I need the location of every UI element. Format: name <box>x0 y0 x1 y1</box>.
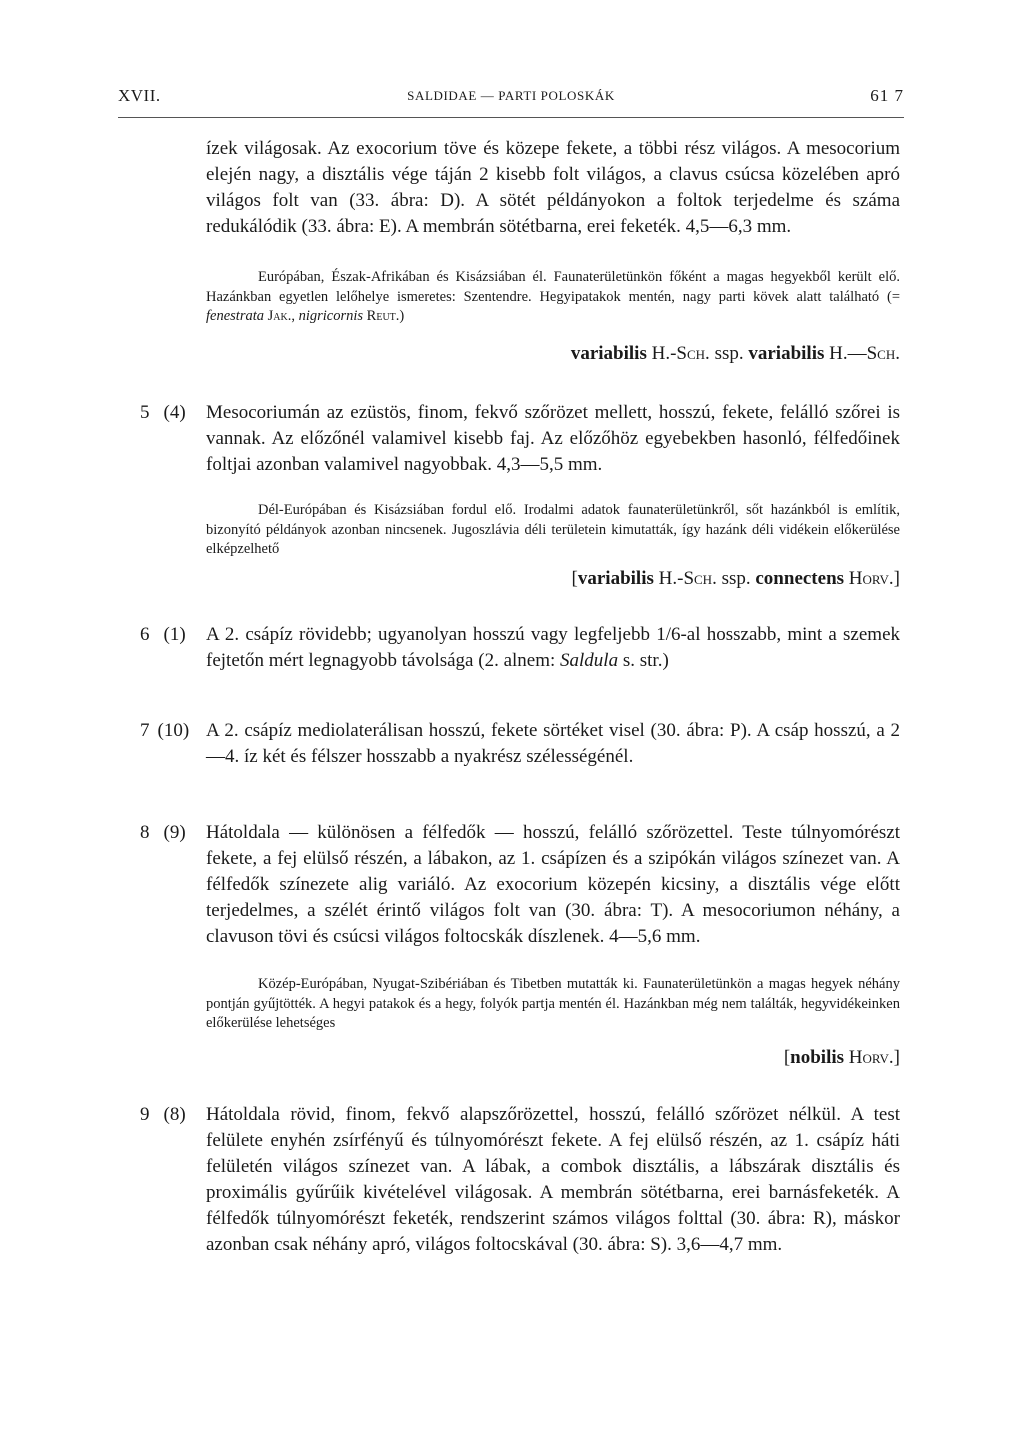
couplet-reference: (10) <box>157 720 190 741</box>
running-header <box>118 86 904 110</box>
synonym-name: nigricornis <box>298 308 364 325</box>
couplet-text <box>206 622 900 674</box>
page-number: 61 7 <box>870 86 904 105</box>
taxon-epithet: connectens <box>755 568 845 589</box>
taxon-name <box>571 342 900 366</box>
synonym-close: ) <box>399 308 405 325</box>
taxon-epithet: variabilis <box>570 343 647 364</box>
couplet-number <box>140 820 186 846</box>
taxon-author: Sch. <box>866 343 900 364</box>
taxon-name <box>784 1046 900 1070</box>
couplet-distribution: Közép-Európában, Nyugat-Szibériában és Tibetben mutatták ki. Faunaterületünkön a magas hegyek néhány pontján gyűjtötték. A hegyi patakok és a hegy, folyók partja mentén él. Hazánkban még nem találták, hegyvidékeinken előkerülése lehetséges <box>206 976 900 1032</box>
couplet-number <box>140 1102 186 1128</box>
couplet-text: A 2. csápíz mediolaterálisan hosszú, fekete sörtéket visel (30. ábra: P). A csáp hosszú, a 2—4. íz két és félszer hosszabb a nyakrész szélességénél. <box>206 720 900 767</box>
taxon-text: ssp. <box>709 343 749 364</box>
intro-distribution <box>206 268 900 327</box>
genus-name: Saldula <box>560 650 619 671</box>
couplet-distribution: Dél-Európában és Kisázsiában fordul elő. Irodalmi adatok faunaterületünkről, sőt hazánkból is említik, bizonyító példányok azonban nincsenek. Jugoszlávia déli területein kimutatták, így hazánk déli vidékein előkerülése elképzelhető <box>206 502 900 558</box>
couplet-index: 5 <box>140 402 150 423</box>
couplet-text: Hátoldala rövid, finom, fekvő alapszőrözettel, hosszú, felálló szőrözet nélkül. A test felülete enyhén zsírfényű és túlnyomórészt fekete. A fej elülső részén, az 1. csápíz háti felületén világos színezet van. A lábak, a combok disztális, a lábszárak disztális és proximális gyűrűik kivételével világosak. A membrán sötétbarna, erei barnásfeketék. A félfedők túlnyomórészt feketék, rendszerint számos világos folttal (30. ábra: R), máskor azonban csak néhány apró, világos foltocskával (30. ábra: S). 3,6—4,7 mm. <box>206 1104 900 1255</box>
taxon-bracket: [ <box>571 568 578 589</box>
couplet-reference: (1) <box>163 624 186 645</box>
couplet-reference: (9) <box>163 822 186 843</box>
taxon-text: H.— <box>824 343 867 364</box>
couplet-number <box>140 718 189 744</box>
intro-distribution-text: Európában, Észak-Afrikában és Kisázsiában él. Faunaterületünkön főként a magas hegyekből került elő. Hazánkban egyetlen lelőhelye ismeretes: Szentendre. Hegyipatakok mentén, nagy parti kövek alatt található (= <box>206 269 900 305</box>
synonym-separator: , <box>291 308 299 325</box>
taxon-epithet: nobilis <box>790 1047 845 1068</box>
synonym-name: fenestrata <box>206 308 264 325</box>
couplet-index: 6 <box>140 624 150 645</box>
intro-description: ízek világosak. Az exocorium töve és közepe fekete, a többi rész világos. A mesocorium elején nagy, a disztális vége táján 2 kisebb folt világos, a clavus csúcsa közelében apró világos folt van (33. ábra: D). A sötét példányokon a foltok terjedelme és száma redukálódik (33. ábra: E). A membrán sötétbarna, erei feketék. 4,5—6,3 mm. <box>206 138 900 237</box>
couplet-text: Mesocoriumán az ezüstös, finom, fekvő szőrözet mellett, hosszú, fekete, felálló szőrei is vannak. Az előzőnél valamivel kisebb faj. Az előzőhöz egyebekben hasonló, félfedőinek foltjai azonban valamivel nagyobbak. 4,3—5,5 mm. <box>206 402 900 475</box>
couplet-text-part: s. str.) <box>618 650 669 671</box>
taxon-epithet: variabilis <box>748 343 825 364</box>
taxon-epithet: variabilis <box>577 568 654 589</box>
couplet-reference: (4) <box>163 402 186 423</box>
header-rule <box>118 117 904 118</box>
synonym-author: Jak. <box>267 308 292 325</box>
taxon-author: Sch. <box>676 343 710 364</box>
chapter-number: XVII. <box>118 86 161 105</box>
taxon-text: H.- <box>646 343 677 364</box>
taxon-bracket: ] <box>893 568 900 589</box>
taxon-bracket: ] <box>893 1047 900 1068</box>
couplet-number <box>140 400 186 426</box>
couplet-text: Hátoldala — különösen a félfedők — hosszú, felálló szőrözettel. Teste túlnyomórészt fekete, a fej elülső részén, a lábakon, az 1. csápízen és a szipókán világos színezet van. A félfedők színezete alig variáló. Az exocorium közepén kicsiny, a disztális vége előtt terjedelmes, a szélét érintő világos folt van (30. ábra: T). A mesocoriumon néhány, a clavuson tövi és csúcsi világos foltocskák díszlenek. 4—5,6 mm. <box>206 822 900 947</box>
running-title: SALDIDAE — PARTI POLOSKÁK <box>407 88 615 103</box>
couplet-index: 7 <box>140 720 150 741</box>
couplet-index: 9 <box>140 1104 150 1125</box>
taxon-name <box>572 567 900 591</box>
couplet-reference: (8) <box>163 1104 186 1125</box>
taxon-bracket: [ <box>783 1047 791 1068</box>
couplet-number <box>140 622 186 648</box>
couplet-text-part: A 2. csápíz rövidebb; ugyanolyan hosszú vagy legfeljebb <box>206 624 657 645</box>
couplet-index: 8 <box>140 822 150 843</box>
fraction: 1/6 <box>656 624 681 645</box>
taxon-text: ssp. <box>716 568 756 589</box>
taxon-author: Sch. <box>683 568 717 589</box>
couplet-text-part: -al hosszabb, mint a szemek fejtetőn mért legnagyobb távolsága (2. alnem: <box>206 624 901 671</box>
taxon-author: Horv. <box>848 1047 894 1068</box>
synonym-author: Reut. <box>366 308 400 325</box>
taxon-text: H.- <box>653 568 684 589</box>
taxon-author: Horv. <box>848 568 894 589</box>
